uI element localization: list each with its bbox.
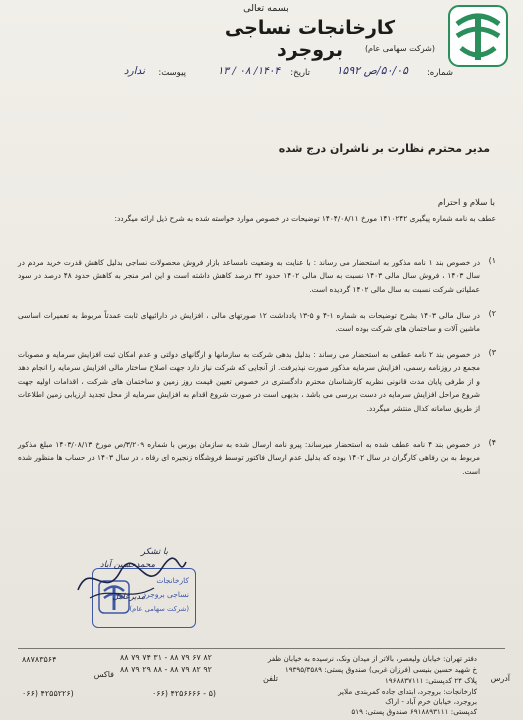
item-number: ۲)	[488, 309, 496, 318]
attachment-value: ندارد	[123, 65, 145, 77]
date-value: ۱۴۰۴/ ۰۸ / ۱۳	[217, 65, 280, 77]
signature-name: محمدحسین آباد	[99, 560, 155, 570]
phone-number: ۸۸ ۷۹ ۲۹ ۸۸ - ۸۸ ۷۹ ۸۲ ۹۲	[120, 665, 212, 674]
signature-title: مدیرعامل	[112, 592, 145, 601]
signature-thanks: با تشکر	[141, 547, 168, 557]
stamp-line: کارخانجات	[156, 576, 189, 585]
phone-number: ۰۶۶) ۴۲۵۶۶۶۶ - ۵)	[152, 689, 217, 698]
attachment-label: پیوست:	[158, 68, 186, 78]
company-logo-icon	[447, 4, 509, 68]
list-item: در خصوص بند ۱ نامه مذکور به استحضار می رساند : با عنایت به وضعیت نامساعد بازار فروش محصولات نساجی بدلیل کاهش قدرت خرید مردم در سال ۱۴۰۳ ، فروش سال مالی ۱۴۰۳ نسبت به سال مالی ۱۴۰۲ حدود ۳۲ درصد کاهش داشته است و این امر منجر به کاهش حدود ۴۸ درصد در سود عملیاتی شرکت نسبت به سال مالی ۱۴۰۲ گردیده است.	[18, 258, 480, 294]
list-item: در خصوص بند ۲ نامه عطفی به استحضار می رساند : بدلیل بدهی شرکت به سازمانها و ارگانهای دولتی و عدم امکان ثبت افزایش سرمایه و مصوبات مجمع در روزنامه رسمی، افزایش سرمایه مذکور صورت نپذیرفت. از آنجایی که شرکت نیاز دارد جهت اصلاح ساختار مالی افزایش سرمایه را انجام دهد و از طرفی پایان مدت قانونی نظریه کارشناسان محترم دادگستری در خصوص تعیین قیمت روز زمین و ساختمان های شرکت ، اقدامات اولیه جهت شروع مراحل افزایش سرمایه در دست بررسی می باشد ، بدیهی است در صورت شروع اقدام به افزایش سرمایه از محل تجدید ارزیابی زمین اطلاعات از طریق سامانه کدال منتشر میگردد.	[18, 350, 480, 413]
handwritten-signature	[70, 550, 190, 610]
intro-paragraph: عطف به نامه شماره پیگیری ۱۴۱۰۲۴۲ مورخ ۱۴۰۴/۰۸/۱۱ توضیحات در خصوص موارد خواسته شده به شرح ذیل ارائه میگردد:	[114, 214, 496, 223]
address-line: پلاک ۲۴ کدپستی: ۱۹۶۸۸۳۷۱۱۱	[384, 676, 477, 685]
number-value: ۵۰/۰۵/ص ۱۵۹۲	[336, 64, 408, 77]
fax-number: ۰۶۶) ۴۲۵۵۲۲۶)	[22, 689, 74, 698]
address-line: کدپستی: ۶۹۱۸۸۹۳۱۱۱ صندوق پستی: ۵۱۹	[351, 707, 477, 716]
list-item: در خصوص بند ۴ نامه عطف شده به استحضار میرساند: پیرو نامه ارسال شده به سازمان بورس با شماره ۳/۲۰۹/ص مورخ ۱۴۰۳/۰۸/۱۳ مبلغ مذکور مربوط به بن رفاهی کارگران در سال ۱۴۰۲ بوده که بدلیل عدم ارسال فاکتور توسط فروشگاه زنجیره ای رفاه ، در سال ۱۴۰۳ در حساب ها منظور شده است.	[18, 440, 481, 476]
date-label: تاریخ:	[290, 68, 310, 78]
phone-label: تلفن	[262, 674, 278, 683]
address-label: آدرس	[490, 674, 510, 683]
list-item: در سال مالی ۱۴۰۳ بشرح توضیحات به شماره ۱-۴ و ۵-۱۳ یادداشت ۱۲ صورتهای مالی ، افزایش در دارائیهای ثابت عمدتاً مربوط به تعمیرات اساسی ماشین آلات و ساختمان های شرکت بوده است.	[18, 311, 480, 334]
basmala: بسمه تعالی	[243, 3, 289, 14]
footer-divider	[18, 648, 505, 649]
recipient-heading: مدیر محترم نظارت بر ناشران درج شده	[278, 142, 490, 155]
item-number: ۱)	[488, 256, 496, 265]
company-subtitle: (شرکت سهامی عام)	[364, 44, 435, 53]
company-name: کارخانجات نساجی بروجرد	[224, 17, 396, 61]
fax-number: ۸۸۷۸۳۵۶۴	[22, 655, 57, 664]
fax-label: فاکس	[93, 670, 114, 679]
number-label: شماره:	[426, 68, 453, 78]
item-number: ۴)	[488, 438, 496, 447]
stamp-line: (شرکت سهامی عام)	[129, 605, 189, 613]
address-line: بروجرد، خیابان خرم آباد - اراک	[385, 697, 477, 706]
address-line: خ شهید حسین بنیسی (فرزان غربی) صندوق پستی: ۱۹۳۹۵/۳۵۸۹	[284, 665, 477, 674]
address-line: کارخانجات: بروجرد، ابتدای جاده کمربندی ملایر	[338, 687, 477, 696]
item-number: ۳)	[488, 348, 496, 357]
phone-number: ۸۸ ۷۹ ۷۴ ۳۱ - ۸۸ ۷۹ ۶۷ ۸۲	[120, 653, 212, 662]
address-line: دفتر تهران: خیابان ولیعصر، بالاتر از میدان ونک، نرسیده به خیابان ظفر	[267, 654, 477, 663]
greeting: با سلام و احترام	[437, 198, 495, 208]
stamp-line: نساجی بروجرد	[142, 590, 189, 599]
